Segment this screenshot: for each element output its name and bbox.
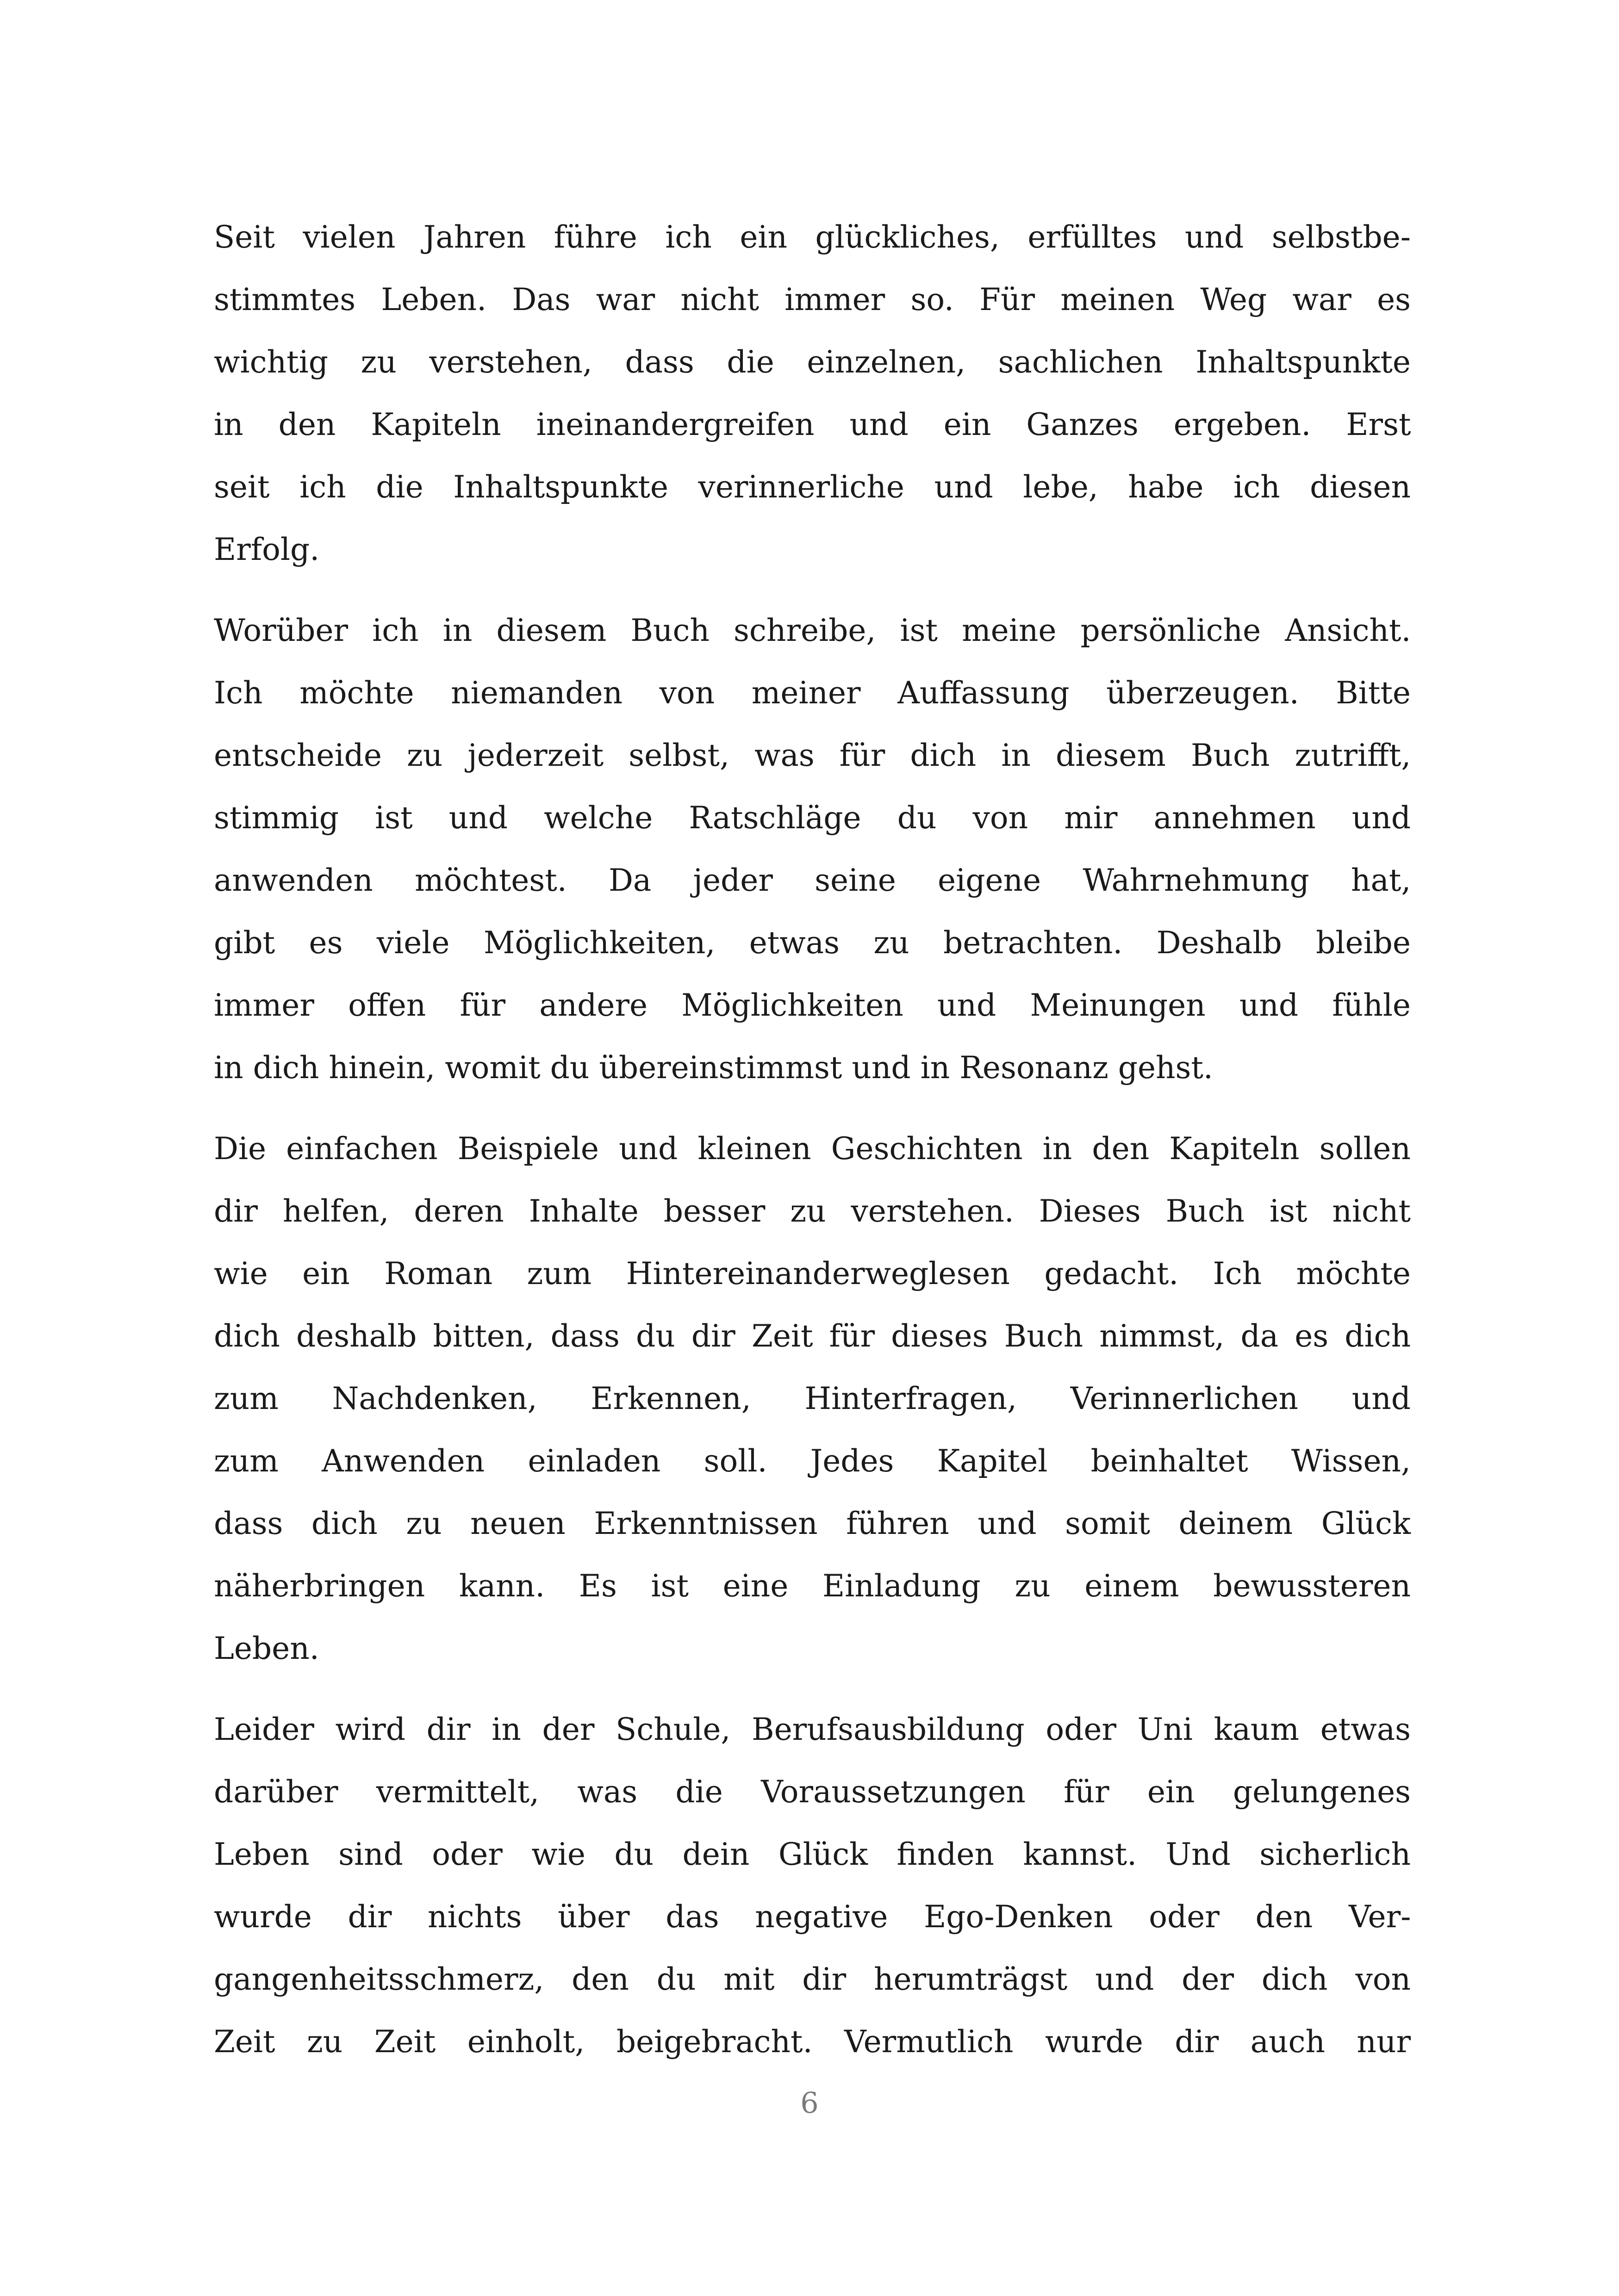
text-line: zum Nachdenken, Erkennen, Hinterfragen, Verinnerlichen und (214, 1381, 1411, 1416)
paragraph-3 (214, 1117, 1411, 1680)
page-number: 6 (800, 2086, 819, 2120)
text-line: dir helfen, deren Inhalte besser zu verstehen. Dieses Buch ist nicht (214, 1193, 1411, 1229)
text-line: Ich möchte niemanden von meiner Auffassung überzeugen. Bitte (214, 675, 1411, 711)
text-line: Zeit zu Zeit einholt, beigebracht. Vermutlich wurde dir auch nur (214, 2024, 1411, 2060)
text-line: in dich hinein, womit du übereinstimmst und in Resonanz gehst. (214, 1050, 1213, 1086)
paragraph-2 (214, 599, 1411, 1099)
text-line: wurde dir nichts über das negative Ego-Denken oder den Ver- (214, 1899, 1411, 1935)
text-line: gangenheitsschmerz, den du mit dir herumträgst und der dich von (214, 1961, 1411, 1997)
text-line: Seit vielen Jahren führe ich ein glückliches, erfülltes und selbstbe- (214, 219, 1411, 255)
text-line: stimmig ist und welche Ratschläge du von mir annehmen und (214, 800, 1411, 836)
text-line: gibt es viele Möglichkeiten, etwas zu betrachten. Deshalb bleibe (214, 925, 1411, 961)
paragraph-4 (214, 1698, 1411, 2073)
text-line: Worüber ich in diesem Buch schreibe, ist meine persönliche Ansicht. (214, 613, 1411, 648)
paragraph-1 (214, 206, 1411, 581)
text-line: Leider wird dir in der Schule, Berufsausbildung oder Uni kaum etwas (214, 1712, 1411, 1747)
text-line: anwenden möchtest. Da jeder seine eigene Wahrnehmung hat, (214, 863, 1411, 898)
text-line: Die einfachen Beispiele und kleinen Geschichten in den Kapiteln sollen (214, 1131, 1411, 1167)
text-line: wie ein Roman zum Hintereinanderweglesen gedacht. Ich möchte (214, 1256, 1411, 1291)
text-line: zum Anwenden einladen soll. Jedes Kapitel beinhaltet Wissen, (214, 1443, 1411, 1479)
text-line: dich deshalb bitten, dass du dir Zeit für dieses Buch nimmst, da es dich (214, 1318, 1411, 1354)
text-line: dass dich zu neuen Erkenntnissen führen und somit deinem Glück (214, 1506, 1411, 1541)
text-line: stimmtes Leben. Das war nicht immer so. Für meinen Weg war es (214, 282, 1411, 317)
text-line: seit ich die Inhaltspunkte verinnerliche und lebe, habe ich diesen (214, 469, 1411, 505)
text-line: Leben. (214, 1631, 319, 1666)
text-line: darüber vermittelt, was die Voraussetzungen für ein gelungenes (214, 1774, 1411, 1810)
text-line: Leben sind oder wie du dein Glück finden kannst. Und sicherlich (214, 1837, 1411, 1872)
text-line: entscheide zu jederzeit selbst, was für dich in diesem Buch zutrifft, (214, 738, 1411, 773)
text-line: in den Kapiteln ineinandergreifen und ein Ganzes ergeben. Erst (214, 407, 1411, 442)
text-line: immer offen für andere Möglichkeiten und Meinungen und fühle (214, 987, 1411, 1023)
text-line: wichtig zu verstehen, dass die einzelnen, sachlichen Inhaltspunkte (214, 344, 1411, 380)
text-line: Erfolg. (214, 532, 320, 567)
text-line: näherbringen kann. Es ist eine Einladung zu einem bewussteren (214, 1568, 1411, 1604)
body-text (214, 206, 1411, 2091)
